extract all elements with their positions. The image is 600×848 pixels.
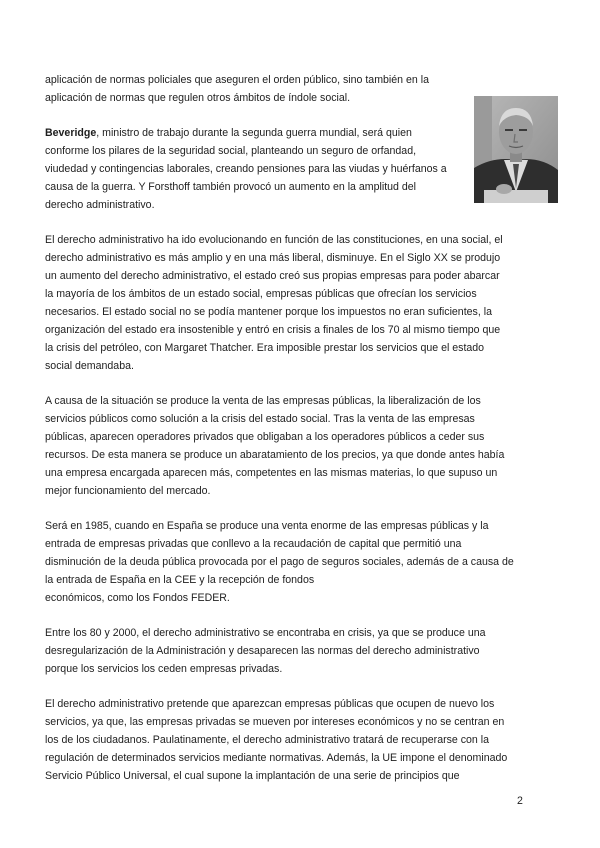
text-line: El derecho administrativo pretende que aparezcan empresas públicas que ocupen de nuevo los: [45, 698, 495, 710]
text-line: servicios, ya que, las empresas privadas se mueven por intereses económicos y no se centran en: [45, 716, 505, 728]
text-line: públicas, aparecen operadores privados que obligaban a los operadores públicos a ceder sus: [45, 431, 485, 443]
text-line: Será en 1985, cuando en España se produce una venta enorme de las empresas públicas y la: [45, 520, 489, 532]
text-line: la crisis del petróleo, con Margaret Thatcher. Era imposible prestar los servicios que el estado: [45, 342, 485, 354]
text-line: A causa de la situación se produce la venta de las empresas públicas, la liberalización de los: [45, 395, 481, 407]
body-text: [45, 71, 530, 802]
text-line: una empresa encargada aparecen más, competentes en las mismas materias, lo que supuso un: [45, 467, 498, 479]
paragraph-2: [45, 124, 465, 214]
text-line: un aumento del derecho administrativo, el estado creó sus propias empresas para poder abarcar: [45, 270, 500, 282]
text-line: causa de la guerra. Y Forsthoff también provocó un aumento en la amplitud del: [45, 181, 417, 193]
text-line: derecho administrativo.: [45, 199, 155, 211]
paragraph-1: [45, 71, 530, 107]
text-line: aplicación de normas que regulen otros ámbitos de índole social.: [45, 92, 351, 104]
text-run: , ministro de trabajo durante la segunda guerra mundial, será quien: [96, 127, 412, 139]
text-line: entrada de empresas privadas que conllevo a la recaudación de capital que permitió una: [45, 538, 462, 550]
paragraph-3: [45, 231, 530, 375]
text-line: viudedad y contingencias laborales, creando pensiones para las viudas y huérfanos a: [45, 163, 447, 175]
bold-name: Beveridge: [45, 127, 97, 139]
text-line: recursos. De esta manera se produce un abaratamiento de los precios, ya que donde antes había: [45, 449, 505, 461]
text-line: mejor funcionamiento del mercado.: [45, 485, 211, 497]
text-line: necesarios. El estado social no se podía mantener porque los impuestos no eran suficientes, la: [45, 306, 492, 318]
paragraph-4: [45, 392, 530, 500]
text-line: porque los servicios los ceden empresas privadas.: [45, 663, 283, 675]
text-line: los de los ciudadanos. Paulatinamente, el derecho administrativo tratará de recuperarse con la: [45, 734, 490, 746]
text-line: Servicio Público Universal, el cual supone la implantación de una serie de principios que: [45, 770, 460, 782]
text-line: la entrada de España en la CEE y la recepción de fondos: [45, 574, 315, 586]
paragraph-7: [45, 695, 530, 785]
text-line: servicios públicos como solución a la crisis del estado social. Tras la venta de las empresas: [45, 413, 475, 425]
text-line: disminución de la deuda pública provocada por el pago de seguros sociales, además de a causa de: [45, 556, 514, 568]
text-line: organización del estado era insostenible y entró en crisis a finales de los 70 al mismo tiempo que: [45, 324, 501, 336]
text-line: social demandaba.: [45, 360, 134, 372]
text-line: económicos, como los Fondos FEDER.: [45, 592, 230, 604]
text-line: regulación de determinados servicios mediante normativas. Además, la UE impone el denominado: [45, 752, 508, 764]
text-line: aplicación de normas policiales que aseguren el orden público, sino también en la: [45, 74, 429, 86]
paragraph-5: [45, 517, 530, 607]
text-line: [45, 124, 465, 142]
text-line: conforme los pilares de la seguridad social, planteando un seguro de orfandad,: [45, 145, 417, 157]
text-line: El derecho administrativo ha ido evolucionando en función de las constituciones, en una social, el: [45, 234, 503, 246]
text-line: la mayoría de los ámbitos de un estado social, empresas públicas que ofrecían los servicios: [45, 288, 477, 300]
text-line: Entre los 80 y 2000, el derecho administrativo se encontraba en crisis, ya que se produce una: [45, 627, 486, 639]
page-number: 2: [517, 795, 523, 807]
text-line: desregularización de la Administración y desaparecen las normas del derecho administrativo: [45, 645, 480, 657]
paragraph-6: [45, 624, 530, 678]
text-line: derecho administrativo es más amplio y en una más liberal, disminuye. En el Siglo XX se produjo: [45, 252, 501, 264]
